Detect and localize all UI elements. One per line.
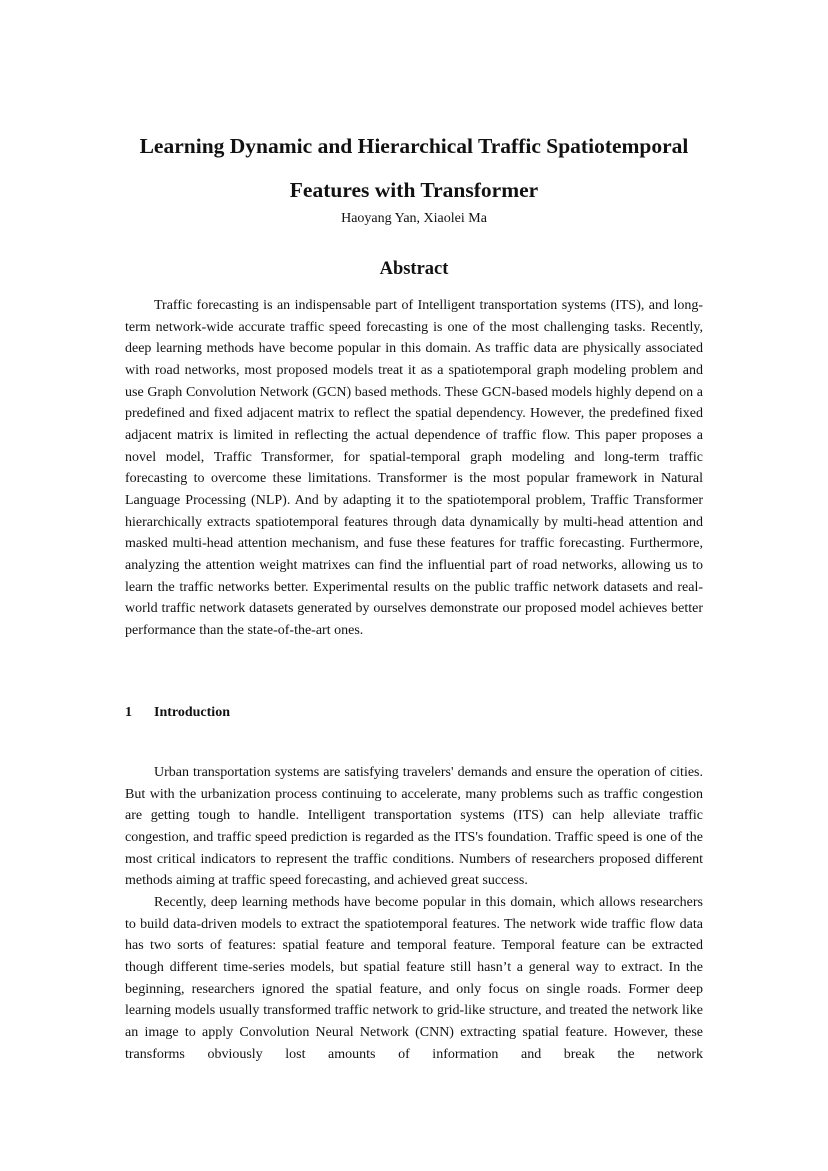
intro-paragraph: Urban transportation systems are satisfying travelers' demands and ensure the operation of cities. But with the urbanization process continuing to accelerate, many problems such as traffic congestion are getting tough to handle. Intelligent transportation systems (ITS) can help alleviate traffic congestion, and traffic speed prediction is regarded as the ITS's foundation. Traffic speed is one of the most critical indicators to represent the traffic conditions. Numbers of researchers proposed different methods aiming at traffic speed forecasting, and achieved great success. (125, 765, 703, 889)
abstract-text: Traffic forecasting is an indispensable part of Intelligent transportation systems (ITS), and long-term network-wide accurate traffic speed forecasting is one of the most challenging tasks. Recently, deep learning methods have become popular in this domain. As traffic data are physically associated with road networks, most proposed models treat it as a spatiotemporal graph modeling problem and use Graph Convolution Network (GCN) based methods. These GCN-based models highly depend on a predefined and fixed adjacent matrix to reflect the spatial dependency. However, the predefined fixed adjacent matrix is limited in reflecting the actual dependence of traffic flow. This paper proposes a novel model, Traffic Transformer, for spatial-temporal graph modeling and long-term traffic forecasting to overcome these limitations. Transformer is the most popular framework in Natural Language Processing (NLP). And by adapting it to the spatiotemporal problem, Traffic Transformer hierarchically extracts spatiotemporal features through data dynamically by multi-head attention and masked multi-head attention mechanism, and fuse these features for traffic forecasting. Furthermore, analyzing the attention weight matrixes can find the influential part of road networks, allowing us to learn the traffic networks better. Experimental results on the public traffic network datasets and real-world traffic network datasets generated by ourselves demonstrate our proposed model achieves better performance than the state-of-the-art ones. (125, 298, 703, 638)
abstract-heading: Abstract (379, 259, 449, 279)
paper-title: Learning Dynamic and Hierarchical Traffic Spatiotemporal Features with Transformer (139, 134, 689, 202)
section-title: Introduction (154, 705, 230, 720)
paper-authors: Haoyang Yan, Xiaolei Ma (341, 211, 487, 226)
introduction-body (125, 762, 703, 1065)
intro-paragraph: Recently, deep learning methods have become popular in this domain, which allows researchers to build data-driven models to extract the spatiotemporal features. The network wide traffic flow data has two sorts of features: spatial feature and temporal feature. Temporal feature can be extracted though different time-series models, but spatial feature still hasn’t a general way to extract. In the beginning, researchers ignored the spatial feature, and only focus on single roads. Former deep learning models usually transformed traffic network to grid-like structure, and treated the network like an image to apply Convolution Neural Network (CNN) extracting spatial feature. However, these transforms obviously lost amounts of information and break the network (125, 894, 703, 1062)
section-heading-introduction (125, 702, 703, 723)
section-number: 1 (125, 705, 132, 720)
